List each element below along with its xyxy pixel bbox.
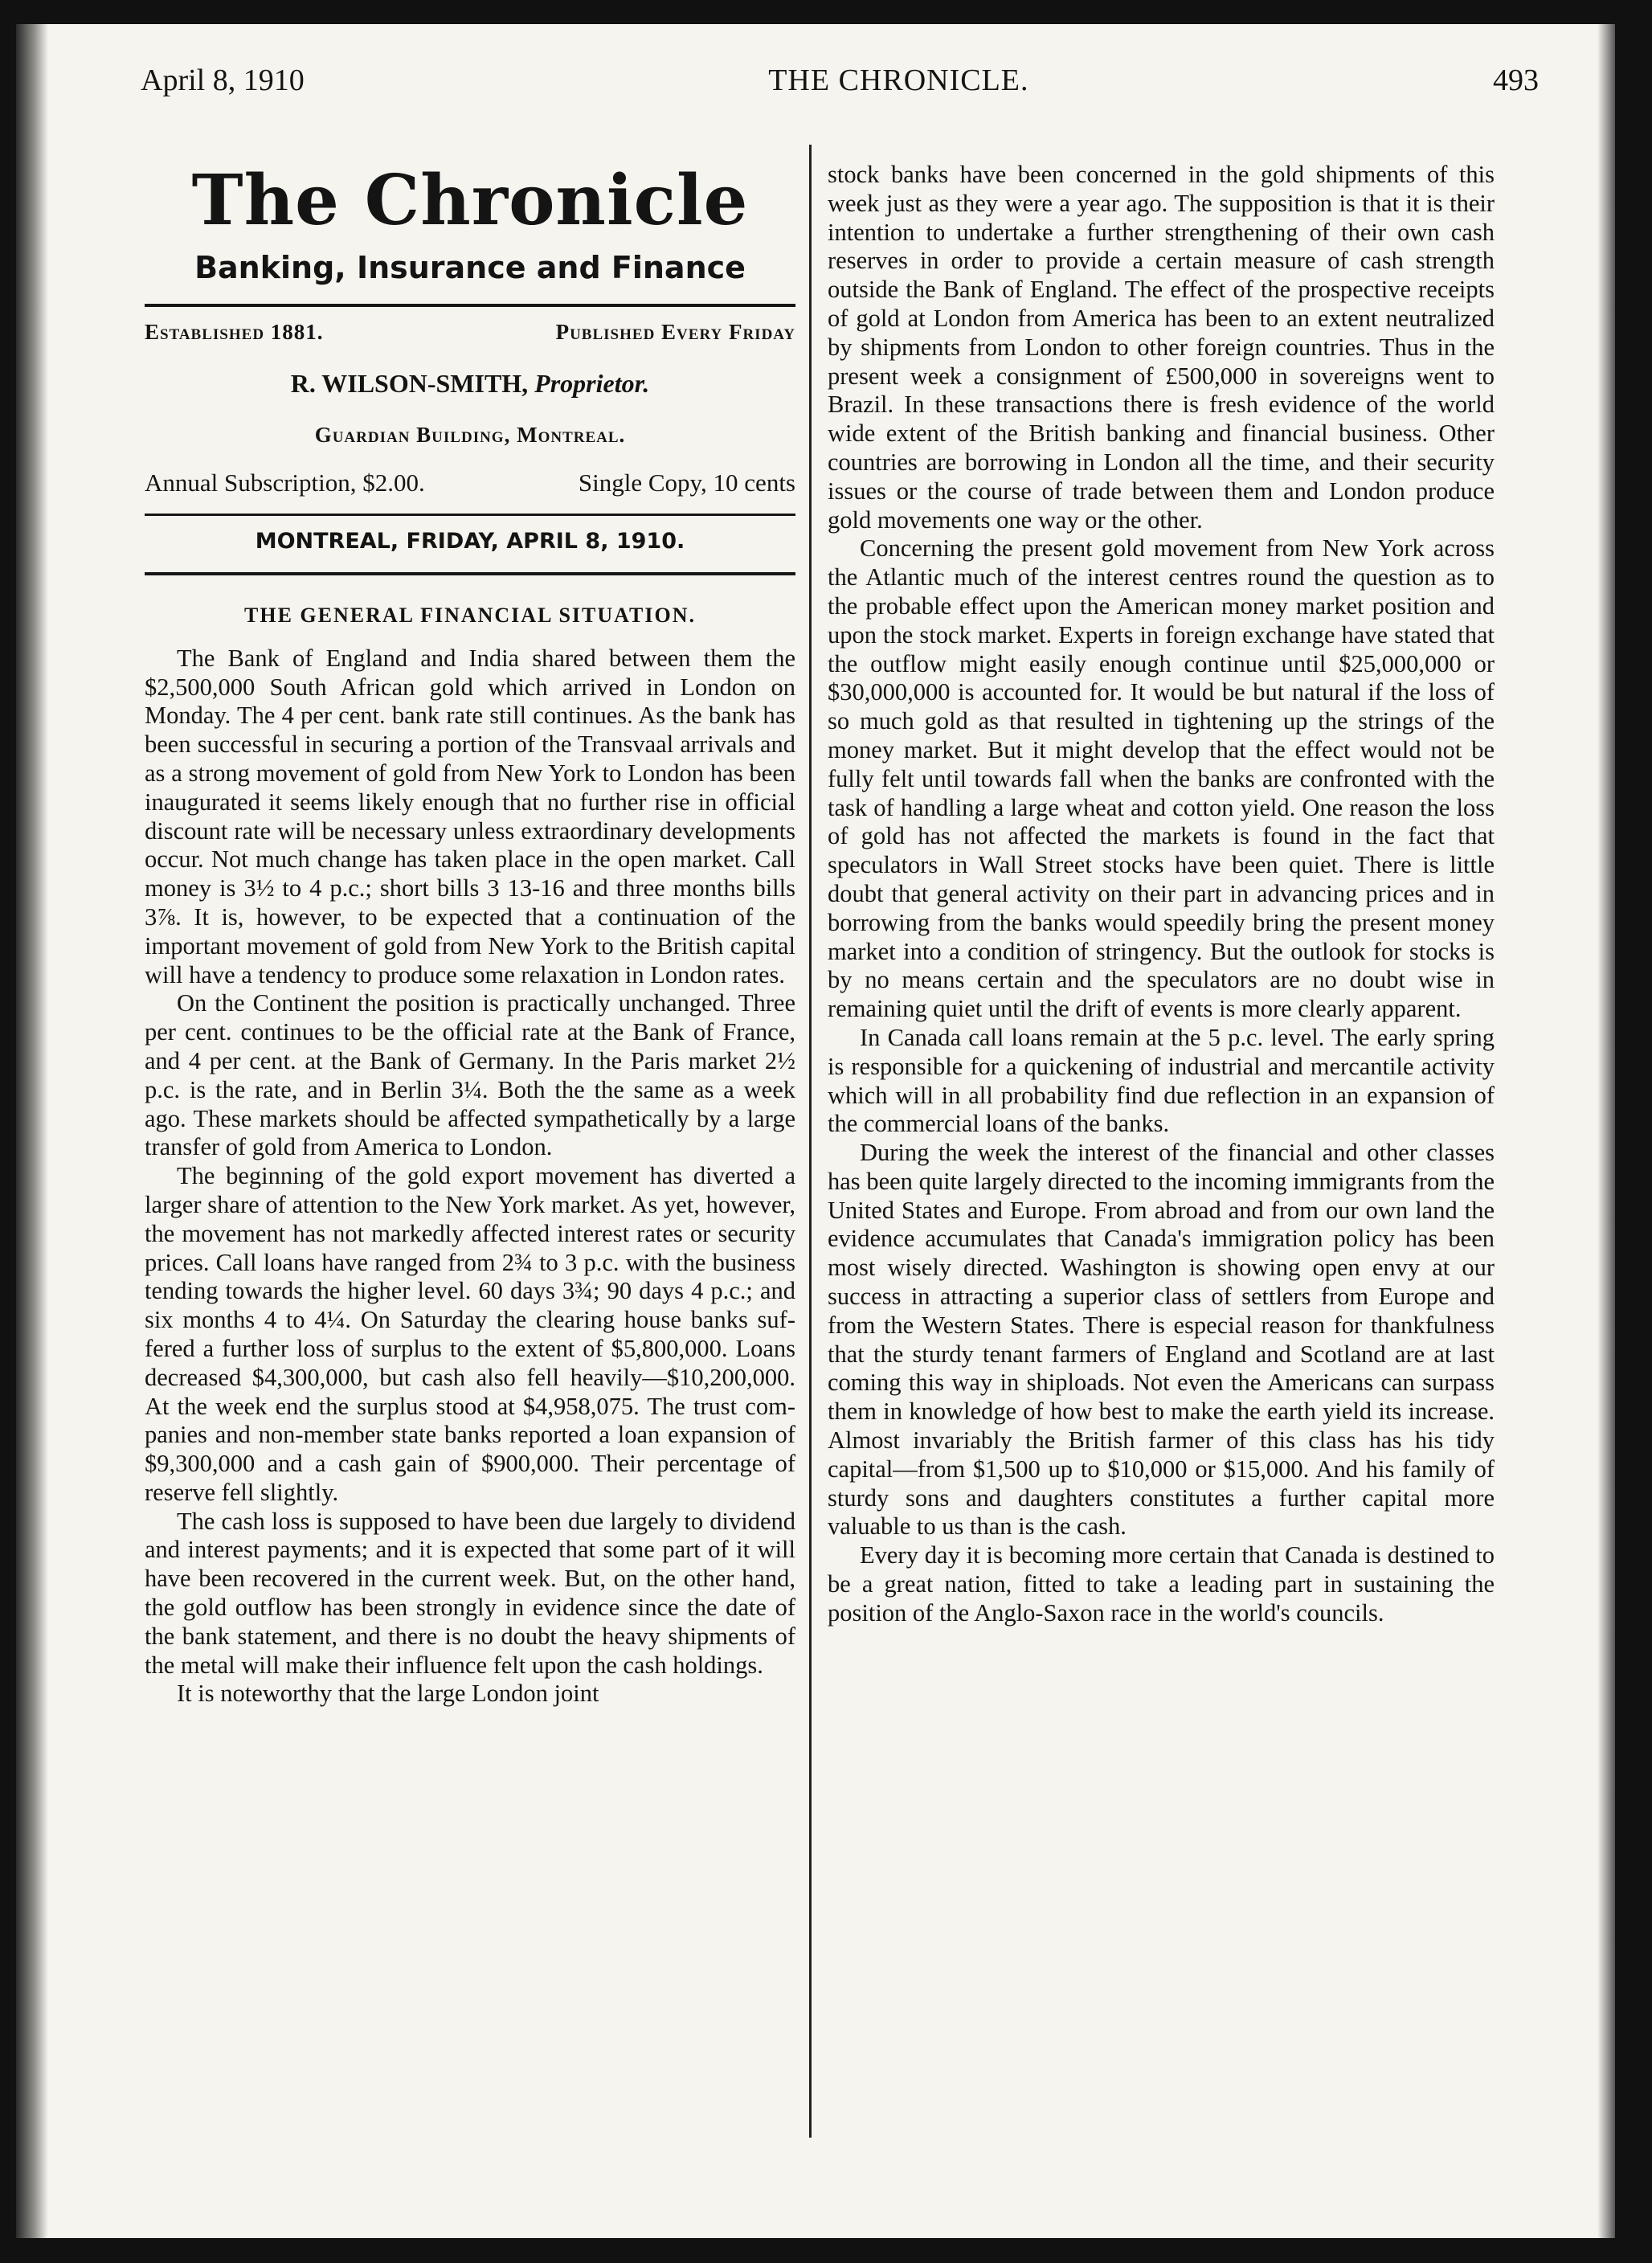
article-paragraph: It is noteworthy that the large London joint <box>177 1680 599 1708</box>
proprietor-name: R. WILSON-SMITH, <box>290 368 535 398</box>
article-paragraph: On the Continent the position is practically unchanged. Three per cent. continues to be the official rate at the Bank of France, and 4 per cent. at the Bank of Germany. In the Paris market 2½ p.c. is the rate, and in Berlin 3¼. Both the the same as a week ago. These markets should be affected sympathetically by a large transfer of gold from America to London. <box>145 989 795 1161</box>
article-paragraph: stock banks have been concerned in the gold shipments of this week just as they were a year ago. The supposition is that it is their intention to undertake a further strengthening of their own cash reserves in order to provide a certain measure of cash strength outside the Bank of England. The effect of the prospective receipts of gold at London from America has been to an extent neutralized by shipments from London to other foreign countries. Thus in the present week a consignment of £500,000 in sovereigns went to Brazil. In these transactions there is fresh evidence of the world wide extent of the British banking and financial business. Other countries are borrowing in London all the time, and their security issues or the course of trade between them and London produce gold movements one way or the other. <box>828 161 1495 534</box>
left-column <box>145 121 795 1709</box>
masthead-rule <box>145 304 795 307</box>
article-paragraph: During the week the interest of the financial and other classes has been quite largely directed to the incoming immigrants from the United States and Europe. From abroad and from our own land the evidence accumulates that Canada's immigration policy has been most wisely directed. Washington is showing open envy at our success in attracting a superior class of settlers from Europe and from the Western States. There is especial reason for thankfulness that the sturdy tenant farmers of England and Scotland are at last coming this way in shiploads. Not even the Americans can surpass them in knowledge of how best to make the earth yield its increase. Almost invariably the British farmer of this class has his tidy capital—from $1,500 up to $10,000 or $15,000. And his family of sturdy sons and daughters constitutes a further capital more valuable to us than is the cash. <box>828 1139 1495 1541</box>
address-line: Guardian Building, Montreal. <box>314 422 626 447</box>
subscription-row <box>145 469 795 497</box>
published-text: Published Every Friday <box>555 320 795 344</box>
article-paragraph: Concerning the present gold movement from New York across the Atlantic much of the interest centres round the question as to the probable effect upon the American money market position and upon the stock market. Experts in foreign exchange have stated that the outflow might easily enough continue until $25,000,000 or $30,000,000 is accounted for. It would be but natural if the loss of so much gold as that resulted in tightening up the strings of the money market. But it might develop that the effect would not be fully felt until towards fall when the banks are confronted with the task of handling a large wheat and cotton yield. One reason the loss of gold has not affected the markets is found in the fact that speculators in Wall Street stocks have been quiet. There is little doubt that general activity on their part in advancing prices and in borrowing from the banks would speedily bring the present money market into a condition of stringency. But the outlook for stocks is by no means certain and the speculators are no doubt wise in remaining quiet until the drift of events is more clearly apparent. <box>828 534 1495 1023</box>
masthead-subtitle: Banking, Insurance and Finance <box>194 250 746 285</box>
single-copy-price: Single Copy, 10 cents <box>578 469 795 497</box>
masthead <box>145 161 795 575</box>
column-divider <box>809 145 812 2138</box>
header-date: April 8, 1910 <box>141 63 305 97</box>
article-paragraph: In Canada call loans remain at the 5 p.c. level. The early spring is responsible for a quickening of industrial and mercantile activity which will in all probability find due reflection in an expansion of the commercial loans of the banks. <box>828 1023 1495 1138</box>
article-heading: THE GENERAL FINANCIAL SITUATION. <box>244 603 696 627</box>
proprietor-role: Proprietor. <box>534 368 650 398</box>
article-paragraph: Every day it is becoming more certain that Canada is destined to be a great nation, fitted to take a leading part in sustaining the position of the Anglo-Saxon race in the world's councils. <box>828 1541 1495 1627</box>
newspaper-page <box>16 24 1615 2238</box>
publication-info <box>145 318 795 347</box>
page-edge <box>1597 24 1615 2238</box>
proprietor-line <box>145 370 795 399</box>
binding-shadow <box>16 24 48 2238</box>
article-paragraph: The cash loss is supposed to have been due largely to dividend and interest payments; and it is expected that some part of it will have been recovered in the current week. But, on the other hand, the gold outflow has been strongly in evidence since the date of the bank statement, and there is no doubt the heavy shipments of the metal will make their influence felt upon the cash holdings. <box>145 1507 795 1679</box>
dateline: MONTREAL, FRIDAY, APRIL 8, 1910. <box>255 529 685 554</box>
dateline-rule-bottom <box>145 572 795 575</box>
page-number: 493 <box>1493 63 1539 97</box>
dateline-rule-top <box>145 514 795 516</box>
annual-subscription: Annual Subscription, $2.00. <box>145 469 425 497</box>
article-paragraph: The beginning of the gold export movement has diverted a larger share of attention to the New York market. As yet, however, the movement has not markedly affected interest rates or security prices. Call loans have ranged from 2¾ to 3 p.c. with the business tending towards the higher level. 60 days 3¾; 90 days 4 p.c.; and six months 4 to 4¼. On Saturday the clearing house banks suffered a further loss of surplus to the extent of $5,800,000. Loans decreased $4,300,000, but cash also fell heavily—$10,200,000. At the week end the surplus stood at $4,958,075. The trust companies and non-member state banks reported a loan expansion of $9,300,000 and a cash gain of $900,000. Their percentage of reserve fell slightly. <box>145 1162 795 1506</box>
right-column <box>828 161 1495 1628</box>
header-title: THE CHRONICLE. <box>768 63 1029 97</box>
masthead-name: The Chronicle <box>191 160 749 241</box>
running-header <box>141 56 1539 104</box>
established-text: Established 1881. <box>145 320 324 344</box>
article-paragraph: The Bank of England and India shared between them the $2,500,000 South African gold which arrived in London on Monday. The 4 per cent. bank rate still continues. As the bank has been successful in securing a portion of the Transvaal arrivals and as a strong movement of gold from New York to London has been inaugurated it seems likely enough that no further rise in official discount rate will be necessary unless extraordinary developments occur. Not much change has taken place in the open market. Call money is 3½ to 4 p.c.; short bills 3 13-16 and three months bills 3⅞. It is, however, to be expected that a continuation of the important movement of gold from New York to the British capital will have a tendency to produce some relaxation in London rates. <box>145 644 795 988</box>
